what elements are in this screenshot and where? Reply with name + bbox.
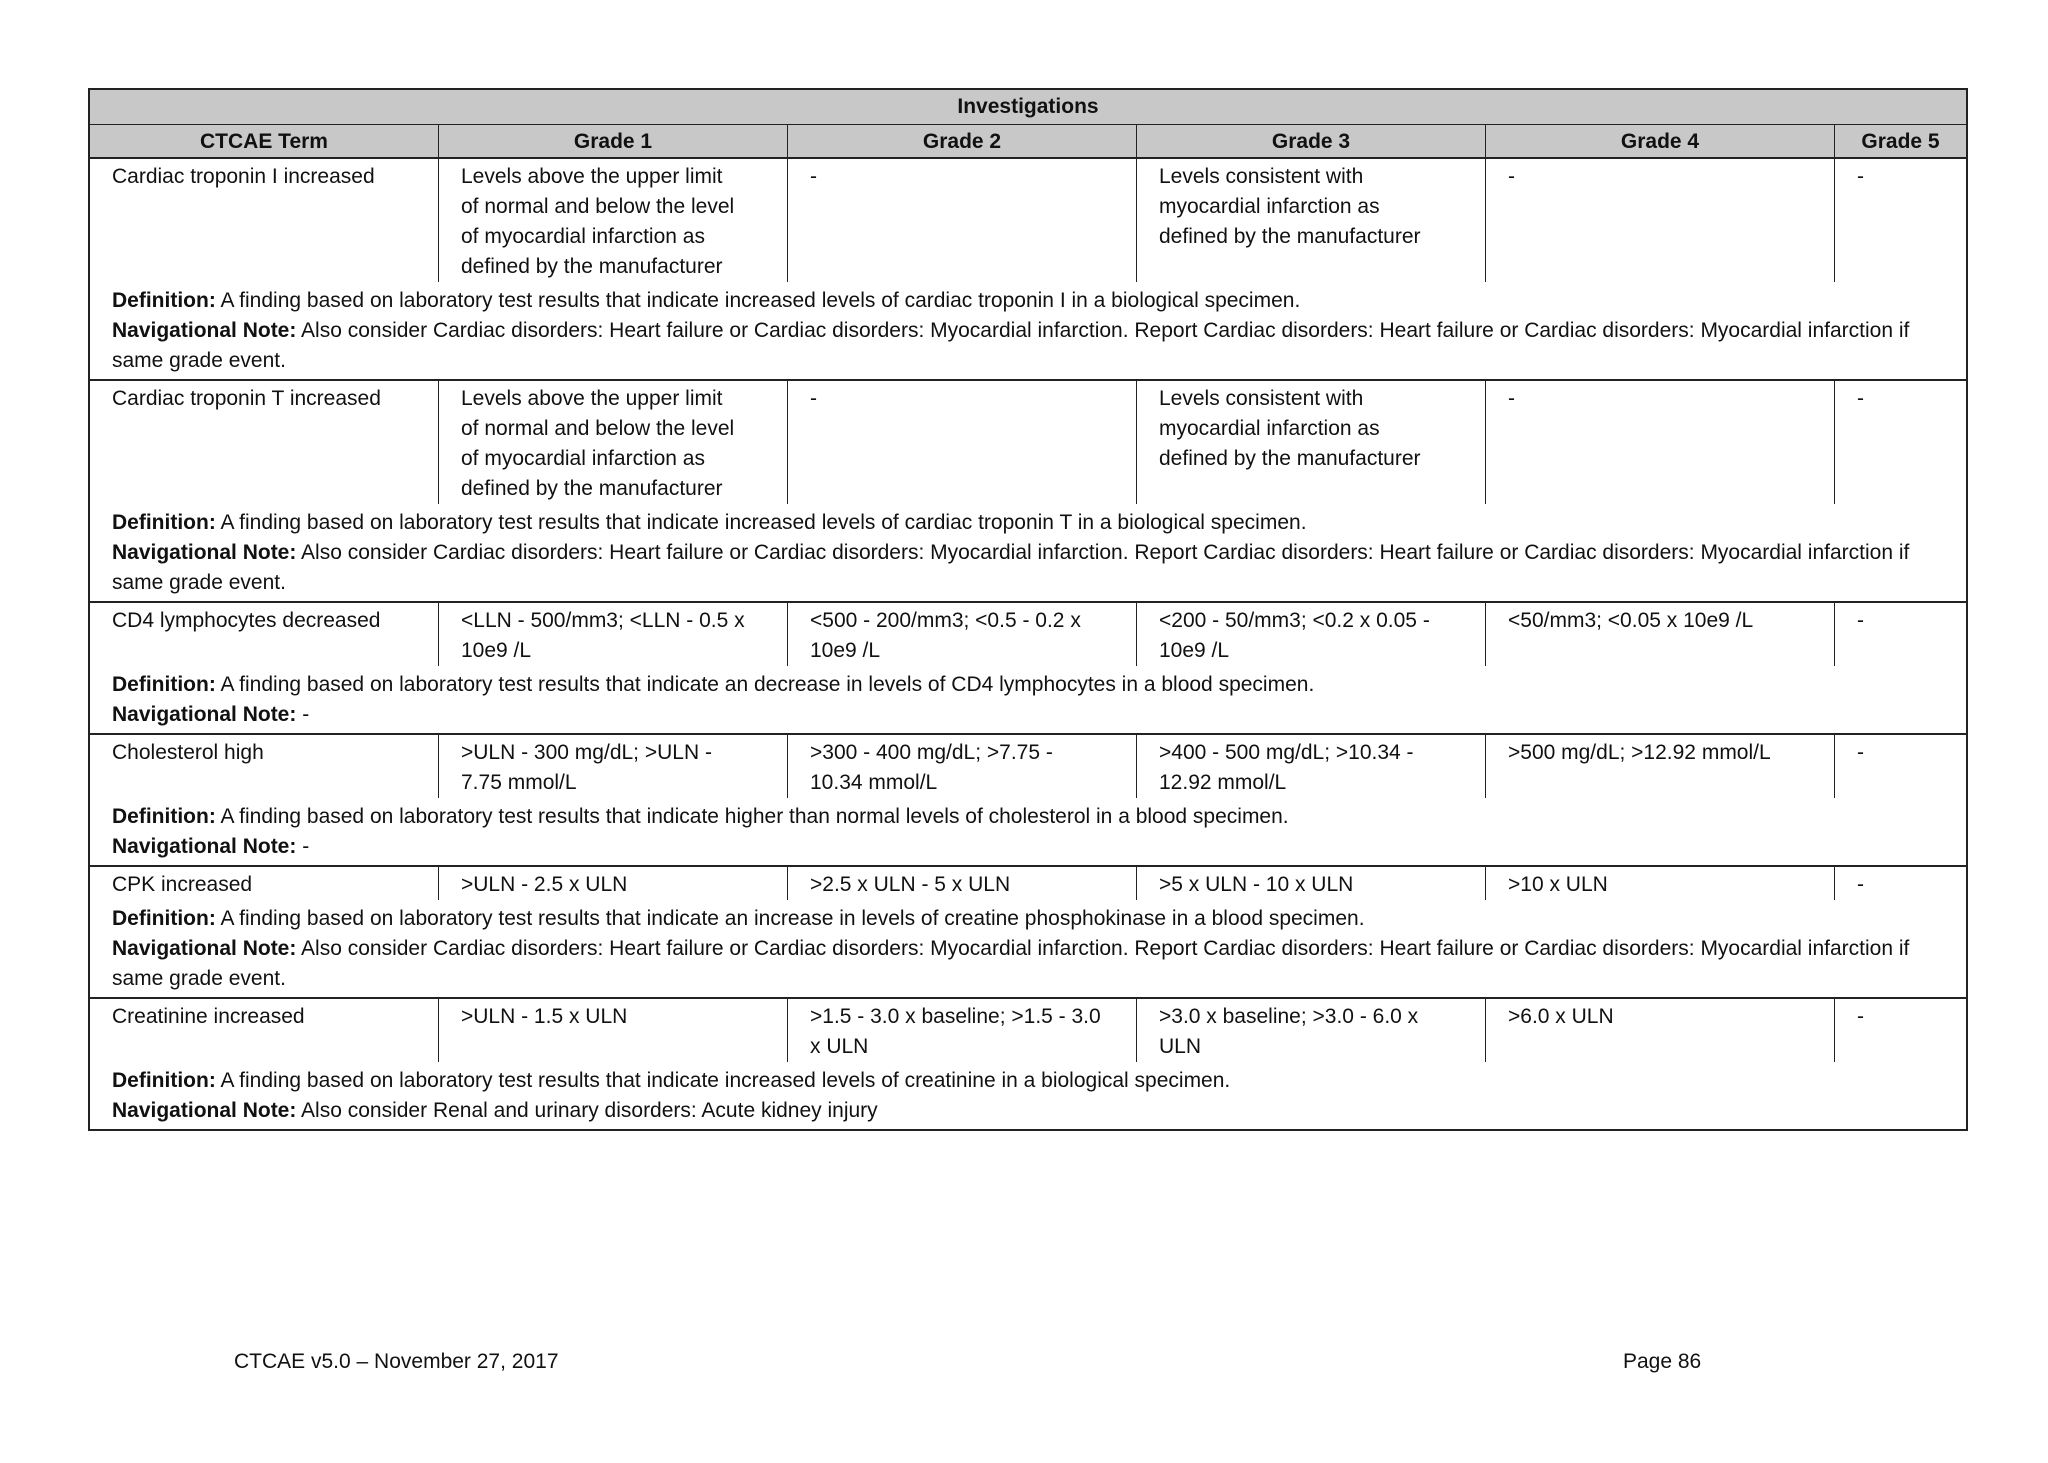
definition-label: Definition: — [112, 907, 216, 930]
table-row — [90, 381, 1966, 603]
navigational-note — [90, 1096, 1966, 1129]
navigational-note-label: Navigational Note: — [112, 937, 297, 960]
table-row — [90, 867, 1966, 999]
grade-cells — [90, 735, 1966, 798]
navigational-note-text: Also consider Cardiac disorders: Heart failure or Cardiac disorders: Myocardial infarction. Report Cardiac disorders: Heart failure or Cardiac disorders: Myocardial infarction if same grade event. — [112, 937, 1910, 990]
navigational-note — [90, 700, 1966, 733]
term-cell: Cardiac troponin I increased — [90, 159, 439, 282]
header-grade-4: Grade 4 — [1486, 125, 1835, 157]
grade-2-cell: <500 - 200/mm3; <0.5 - 0.2 x 10e9 /L — [788, 603, 1137, 666]
definition — [90, 900, 1966, 934]
table-row — [90, 735, 1966, 867]
entries-body — [90, 159, 1966, 1129]
navigational-note-label: Navigational Note: — [112, 319, 297, 342]
grade-4-cell: >500 mg/dL; >12.92 mmol/L — [1486, 735, 1835, 798]
section-title: Investigations — [90, 90, 1966, 125]
table-row — [90, 603, 1966, 735]
grade-4-cell: - — [1486, 381, 1835, 504]
navigational-note — [90, 832, 1966, 865]
grade-1-cell: >ULN - 2.5 x ULN — [439, 867, 788, 900]
grade-1-cell: >ULN - 1.5 x ULN — [439, 999, 788, 1062]
grade-2-cell: - — [788, 159, 1137, 282]
definition-text: A finding based on laboratory test results that indicate increased levels of cardiac troponin I in a biological specimen. — [220, 289, 1301, 312]
term-cell: CD4 lymphocytes decreased — [90, 603, 439, 666]
grade-5-cell: - — [1857, 165, 1864, 188]
navigational-note-text: - — [302, 703, 310, 726]
grade-3-cell: >5 x ULN - 10 x ULN — [1137, 867, 1486, 900]
navigational-note-label: Navigational Note: — [112, 541, 297, 564]
definition-label: Definition: — [112, 673, 216, 696]
navigational-note — [90, 538, 1966, 601]
header-grade-5: Grade 5 — [1861, 130, 1940, 153]
definition — [90, 504, 1966, 538]
grade-4-cell: <50/mm3; <0.05 x 10e9 /L — [1486, 603, 1835, 666]
grade-5-cell: - — [1857, 387, 1864, 410]
definition-label: Definition: — [112, 805, 216, 828]
grade-1-cell: <LLN - 500/mm3; <LLN - 0.5 x 10e9 /L — [439, 603, 788, 666]
grade-4-cell: >10 x ULN — [1486, 867, 1835, 900]
grade-4-cell: - — [1486, 159, 1835, 282]
grade-cells — [90, 159, 1966, 282]
grade-3-cell: Levels consistent with myocardial infarction as defined by the manufacturer — [1137, 159, 1486, 282]
navigational-note-text: Also consider Cardiac disorders: Heart failure or Cardiac disorders: Myocardial infarction. Report Cardiac disorders: Heart failure or Cardiac disorders: Myocardial infarction if same grade event. — [112, 541, 1910, 594]
term-cell: Creatinine increased — [90, 999, 439, 1062]
definition — [90, 282, 1966, 316]
grade-3-cell: >400 - 500 mg/dL; >10.34 - 12.92 mmol/L — [1137, 735, 1486, 798]
grade-1-cell: >ULN - 300 mg/dL; >ULN - 7.75 mmol/L — [439, 735, 788, 798]
definition — [90, 798, 1966, 832]
table-row — [90, 999, 1966, 1129]
navigational-note-label: Navigational Note: — [112, 703, 297, 726]
grade-2-cell: >2.5 x ULN - 5 x ULN — [788, 867, 1137, 900]
definition-text: A finding based on laboratory test results that indicate higher than normal levels of cholesterol in a blood specimen. — [220, 805, 1289, 828]
definition — [90, 1062, 1966, 1096]
definition-text: A finding based on laboratory test results that indicate increased levels of creatinine in a biological specimen. — [220, 1069, 1231, 1092]
grade-cells — [90, 381, 1966, 504]
grade-cells — [90, 603, 1966, 666]
definition-label: Definition: — [112, 1069, 216, 1092]
grade-2-cell: - — [788, 381, 1137, 504]
grade-3-cell: <200 - 50/mm3; <0.2 x 0.05 - 10e9 /L — [1137, 603, 1486, 666]
definition-text: A finding based on laboratory test results that indicate an increase in levels of creatine phosphokinase in a blood specimen. — [220, 907, 1365, 930]
term-cell: CPK increased — [90, 867, 439, 900]
grade-5-cell: - — [1857, 1005, 1864, 1028]
grade-5-cell: - — [1857, 609, 1864, 632]
navigational-note-text: Also consider Cardiac disorders: Heart failure or Cardiac disorders: Myocardial infarction. Report Cardiac disorders: Heart failure or Cardiac disorders: Myocardial infarction if same grade event. — [112, 319, 1910, 372]
grade-1-cell: Levels above the upper limit of normal and below the level of myocardial infarction as defined by the manufacturer — [439, 381, 788, 504]
header-row — [90, 125, 1966, 159]
header-term: CTCAE Term — [90, 125, 439, 157]
table-row — [90, 159, 1966, 381]
definition-text: A finding based on laboratory test results that indicate increased levels of cardiac troponin T in a biological specimen. — [220, 511, 1307, 534]
definition-label: Definition: — [112, 511, 216, 534]
grade-3-cell: >3.0 x baseline; >3.0 - 6.0 x ULN — [1137, 999, 1486, 1062]
header-grade-1: Grade 1 — [439, 125, 788, 157]
navigational-note-text: - — [302, 835, 310, 858]
grade-4-cell: >6.0 x ULN — [1486, 999, 1835, 1062]
navigational-note — [90, 934, 1966, 997]
navigational-note-label: Navigational Note: — [112, 1099, 297, 1122]
footer-version: CTCAE v5.0 – November 27, 2017 — [234, 1350, 559, 1373]
definition-label: Definition: — [112, 289, 216, 312]
grade-2-cell: >300 - 400 mg/dL; >7.75 - 10.34 mmol/L — [788, 735, 1137, 798]
grade-5-cell: - — [1857, 741, 1864, 764]
grade-cells — [90, 867, 1966, 900]
footer-page: Page 86 — [1623, 1350, 1702, 1373]
navigational-note-text: Also consider Renal and urinary disorders: Acute kidney injury — [301, 1099, 878, 1122]
grade-cells — [90, 999, 1966, 1062]
grade-3-cell: Levels consistent with myocardial infarction as defined by the manufacturer — [1137, 381, 1486, 504]
definition-text: A finding based on laboratory test results that indicate an decrease in levels of CD4 lymphocytes in a blood specimen. — [220, 673, 1315, 696]
navigational-note-label: Navigational Note: — [112, 835, 297, 858]
definition — [90, 666, 1966, 700]
term-cell: Cardiac troponin T increased — [90, 381, 439, 504]
term-cell: Cholesterol high — [90, 735, 439, 798]
grade-1-cell: Levels above the upper limit of normal and below the level of myocardial infarction as defined by the manufacturer — [439, 159, 788, 282]
header-grade-2: Grade 2 — [788, 125, 1137, 157]
grade-5-cell: - — [1857, 873, 1864, 896]
investigations-table — [88, 88, 1968, 1131]
navigational-note — [90, 316, 1966, 379]
header-grade-3: Grade 3 — [1137, 125, 1486, 157]
grade-2-cell: >1.5 - 3.0 x baseline; >1.5 - 3.0 x ULN — [788, 999, 1137, 1062]
